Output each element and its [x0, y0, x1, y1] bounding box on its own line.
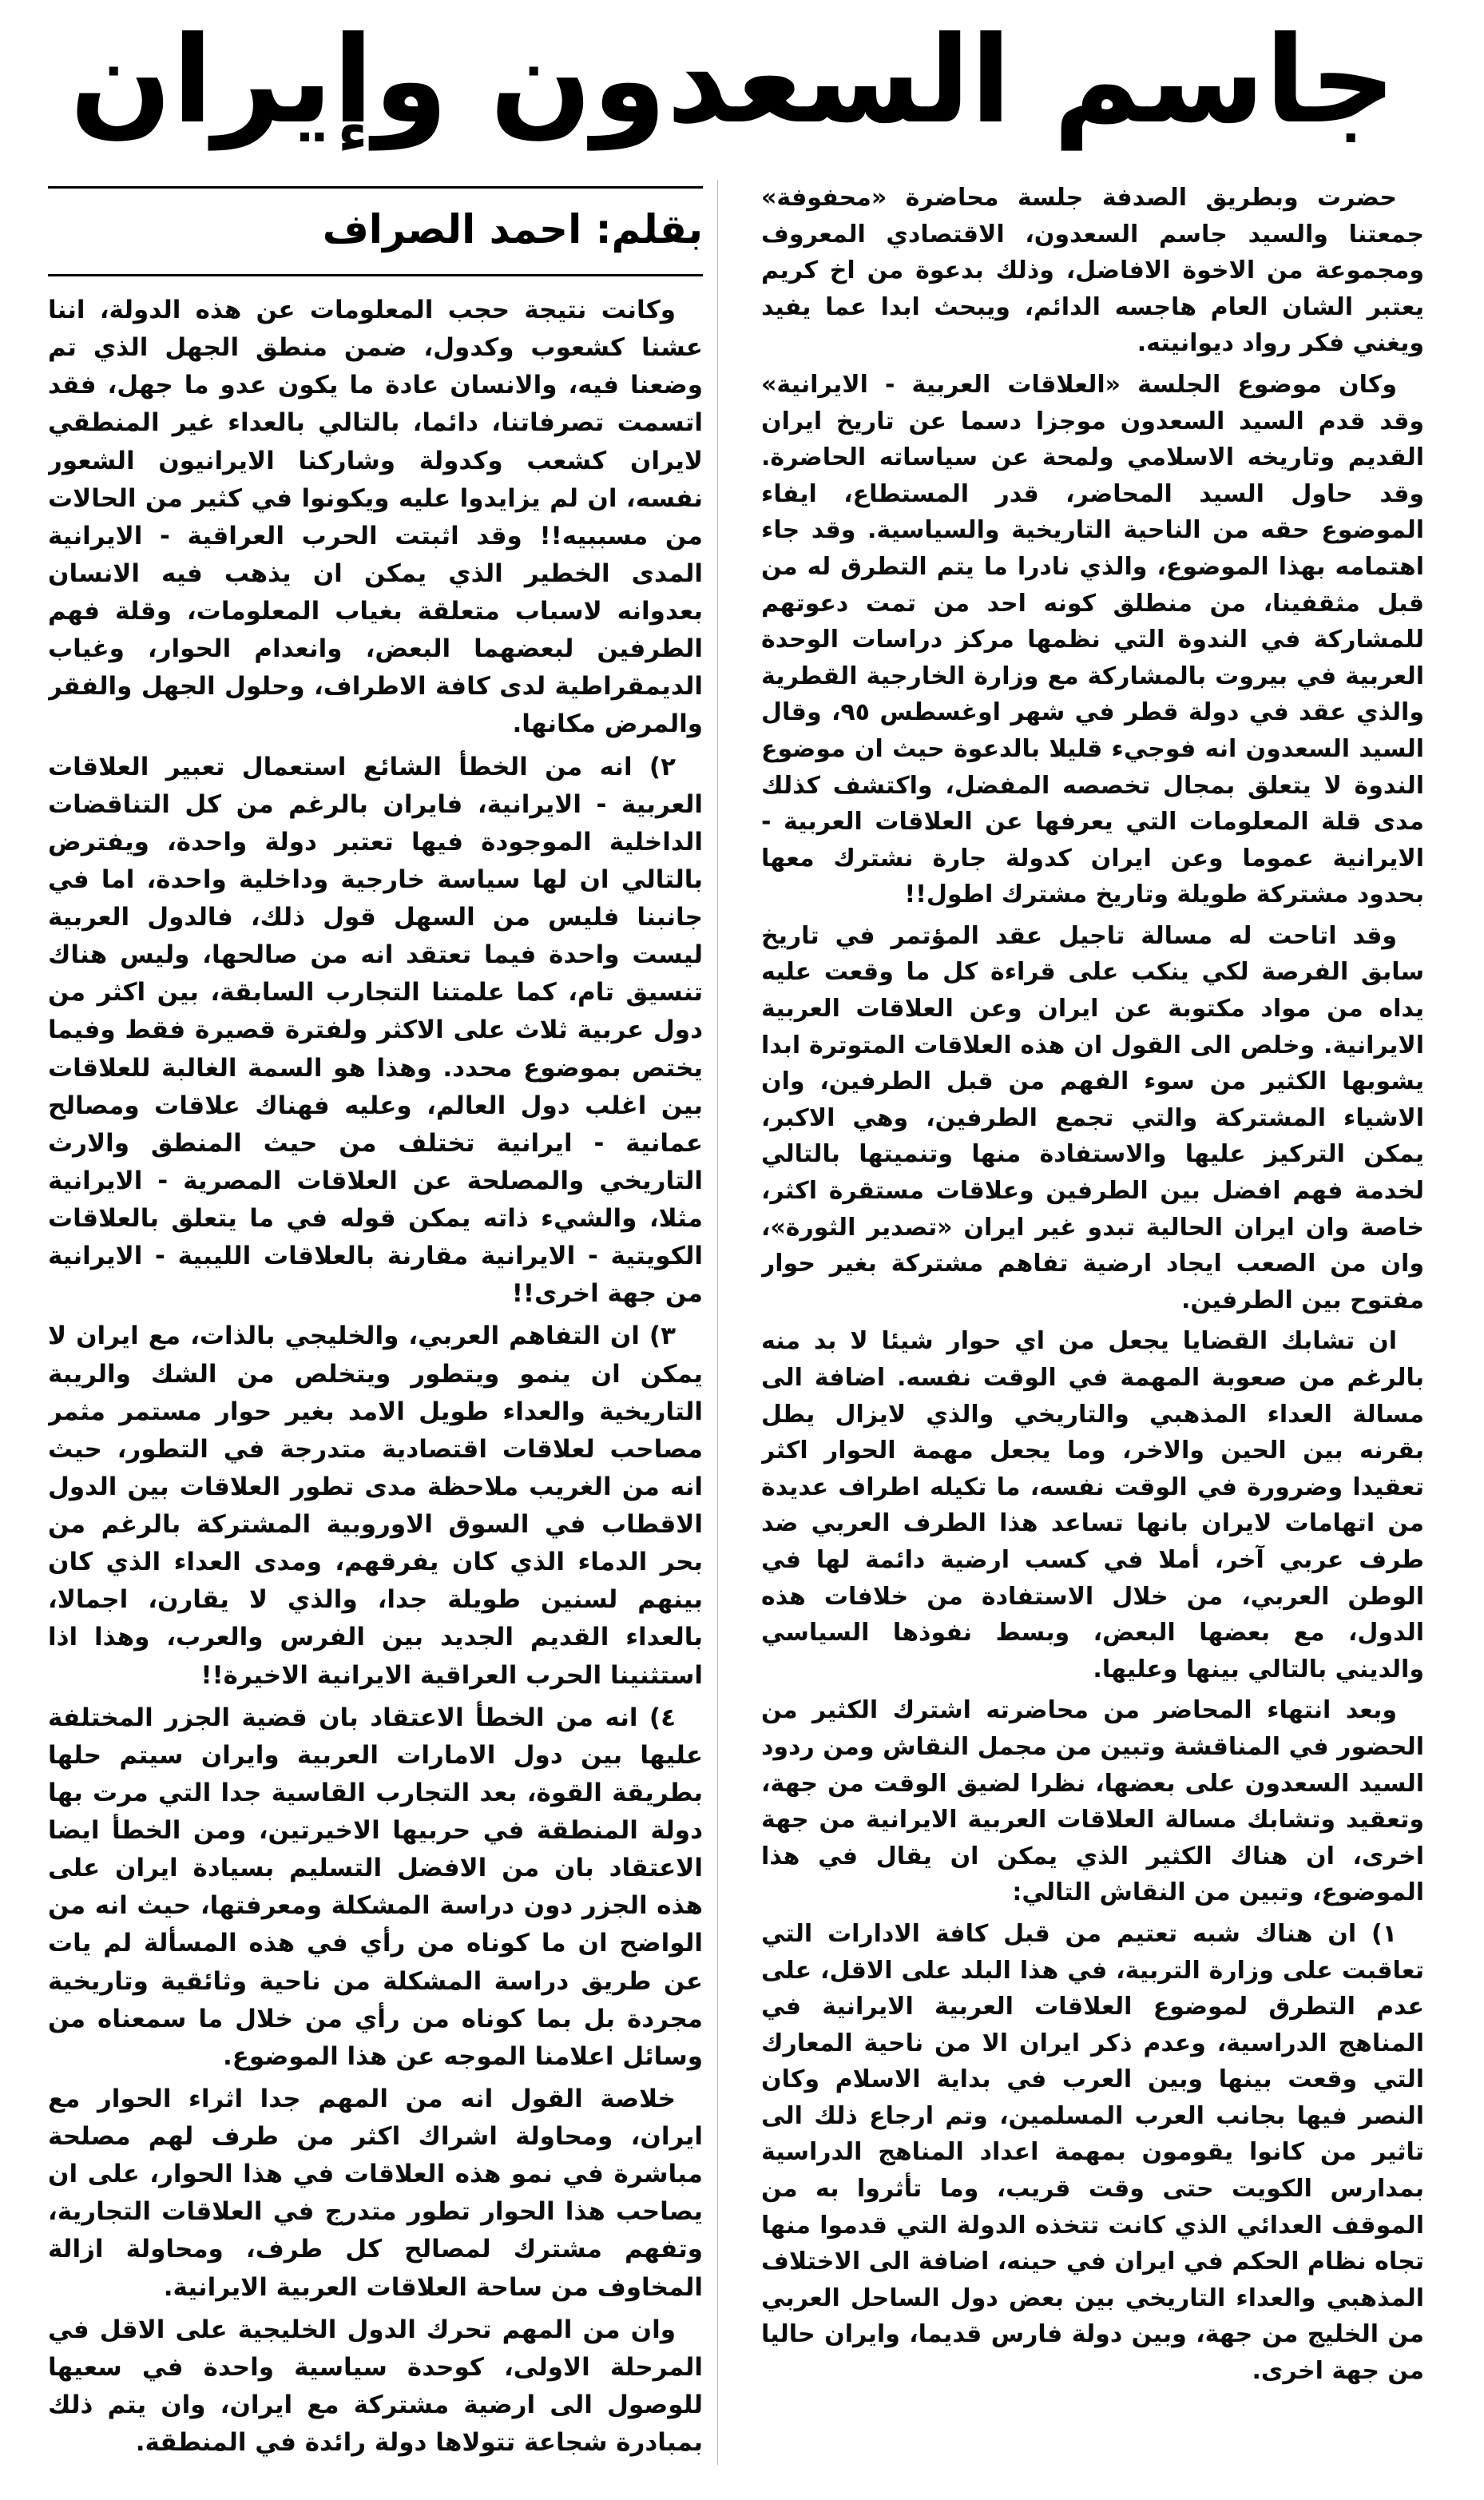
paragraph: وبعد انتهاء المحاضر من محاضرته اشترك الكثير من الحضور في المناقشة وتبين من مجمل النقاش ومن ردود السيد السعدون على بعضها، نظرا لضيق الوقت من جهة، وتعقيد وتشابك مسالة العلاقات العربية الايرانية من جهة اخرى، ان هناك الكثير الذي يمكن ان يقال في هذا الموضوع، وتبين من النقاش التالي: — [761, 1696, 1424, 1907]
paragraph: ان تشابك القضايا يجعل من اي حوار شيئا لا بد منه بالرغم من صعوبة المهمة في الوقت نفسه. اضافة الى مسالة العداء المذهبي والتاريخي والذي لايزال يطل بقرنه بين الحين والاخر، وما يجعل مهمة الحوار اكثر تعقيدا وضرورة في الوقت نفسه، ما تكيله اطراف عديدة من اتهامات لايران بانها تساعد هذا الطرف العربي ضد طرف عربي آخر، أملا في كسب ارضية دائمة لها في الوطن العربي، من خلال الاستفادة من خلافات هذه الدول، مع بعضها البعض، وبسط نفوذها السياسي والديني بالتالي بينها وعليها. — [761, 1327, 1424, 1683]
byline-block — [48, 180, 703, 276]
paragraph: وكان موضوع الجلسة «العلاقات العربية - الايرانية» وقد قدم السيد السعدون موجزا دسما عن تاريخ ايران القديم وتاريخه الاسلامي ولمحة عن سياساته الحاضرة. وقد حاول السيد المحاضر، قدر المستطاع، ايفاء الموضوع حقه من الناحية التاريخية والسياسية. وقد جاء اهتمامه بهذا الموضوع، والذي نادرا ما يتم التطرق له من قبل مثقفينا، من منطلق كونه احد من تمت دعوتهم للمشاركة في الندوة التي نظمها مركز دراسات الوحدة العربية في بيروت بالمشاركة مع وزارة الخارجية القطرية والذي عقد في دولة قطر في شهر اوغسطس ٩٥، وقال السيد السعدون انه فوجيء قليلا بالدعوة حيث ان موضوع الندوة لا يتعلق بمجال تخصصه المفضل، واكتشف كذلك مدى قلة المعلومات التي يعرفها عن العلاقات العربية - الايرانية عموما وعن ايران كدولة جارة نشترك معها بحدود مشتركة طويلة وتاريخ مشترك اطول!! — [761, 370, 1424, 909]
left-column — [48, 180, 703, 2465]
author-byline: بقلم: احمد الصراف — [322, 206, 703, 252]
paragraph: حضرت وبطريق الصدفة جلسة محاضرة «محفوفة» جمعتنا والسيد جاسم السعدون، الاقتصادي المعروف ومجموعة من الاخوة الافاضل، وذلك بدعوة من اخ كريم يعتبر الشان العام هاجسه الدائم، ويبحث ابدا عما يفيد ويغني فكر رواد ديوانيته. — [761, 184, 1424, 358]
left-column-body — [48, 292, 703, 2465]
column-divider — [717, 180, 718, 2465]
paragraph: وكانت نتيجة حجب المعلومات عن هذه الدولة، اننا عشنا كشعوب وكدول، ضمن منطق الجهل الذي تم وضعنا فيه، والانسان عادة ما يكون عدو ما جهل، فقد اتسمت تصرفاتنا، دائما، بالتالي بالعداء غير المنطقي لايران كشعب وكدولة وشاركنا الايرانيون الشعور نفسه، ان لم يزايدوا عليه ويكونوا في كثير من الحالات من مسببيه!! وقد اثبتت الحرب العراقية - الايرانية المدى الخطير الذي يمكن ان يذهب فيه الانسان بعدوانه لاسباب متعلقة بغياب المعلومات، وقلة فهم الطرفين لبعضهما البعض، وانعدام الحوار، وغياب الديمقراطية لدى كافة الاطراف، وحلول الجهل والفقر والمرض مكانها. — [48, 296, 703, 739]
paragraph: خلاصة القول انه من المهم جدا اثراء الحوار مع ايران، ومحاولة اشراك اكثر من طرف لهم مصلحة مباشرة في نمو هذه العلاقات في هذا الحوار، على ان يصاحب هذا الحوار تطور متدرج في العلاقات التجارية، وتفهم مشترك لمصالح كل طرف، ومحاولة ازالة المخاوف من ساحة العلاقات العربية الايرانية. — [48, 2084, 703, 2302]
paragraph: ١) ان هناك شبه تعتيم من قبل كافة الادارات التي تعاقبت على وزارة التربية، في هذا البلد على الاقل، على عدم التطرق لموضوع العلاقات العربية الايرانية في المناهج الدراسية، وعدم ذكر ايران الا من ناحية المعارك التي وقعت بينها وبين العرب في بداية الاسلام وكان النصر فيها بجانب العرب المسلمين، وتم ارجاع ذلك الى تاثير من كانوا يقومون بمهمة اعداد المناهج الدراسية بمدارس الكويت حتى وقت قريب، وما تأثروا به من الموقف العدائي الذي كانت تتخذه الدولة التي قدموا منها تجاه نظام الحكم في ايران في حينه، اضافة الى الاختلاف المذهبي والعداء التاريخي بين بعض دول الساحل العربي من الخليج من جهة، وبين دولة فارس قديما، وايران حاليا من جهة اخرى. — [761, 1919, 1424, 2386]
byline-rule-top — [48, 186, 703, 189]
article-headline: جاسم السعدون وإيران — [69, 11, 1396, 150]
byline-rule-bottom — [48, 274, 703, 276]
paragraph: وقد اتاحت له مسالة تاجيل عقد المؤتمر في تاريخ سابق الفرصة لكي ينكب على قراءة كل ما وقعت عليه يداه من مواد مكتوبة عن ايران وعن العلاقات العربية الايرانية. وخلص الى القول ان هذه العلاقات المتوترة ابدا يشوبها الكثير من سوء الفهم من قبل الطرفين، وان الاشياء المشتركة والتي تجمع الطرفين، وهي الاكبر، يمكن التركيز عليها والاستفادة منها وتنميتها بالتالي لخدمة فهم افضل بين الطرفين وعلاقات مستقرة اكثر، خاصة وان ايران الحالية تبدو غير ايران «تصدير الثورة»، وان من الصعب ايجاد ارضية تفاهم مشتركة بغير حوار مفتوح بين الطرفين. — [761, 921, 1424, 1314]
paragraph: ٣) ان التفاهم العربي، والخليجي بالذات، مع ايران لا يمكن ان ينمو ويتطور ويتخلص من الشك والريبة التاريخية والعداء طويل الامد بغير حوار مستمر مثمر مصاحب لعلاقات اقتصادية متدرجة في التطور، حيث انه من الغريب ملاحظة مدى تطور العلاقات بين الدول الاقطاب في السوق الاوروبية المشتركة بالرغم من بحر الدماء الذي كان يفرقهم، ومدى العداء الذي كان بينهم لسنين طويلة جدا، والذي لا يقارن، اجمالا، بالعداء القديم الجديد بين الفرس والعرب، وهذا اذا استثنينا الحرب العراقية الايرانية الاخيرة!! — [48, 1322, 703, 1690]
paragraph: ٤) انه من الخطأ الاعتقاد بان قضية الجزر المختلفة عليها بين دول الامارات العربية وايران سيتم حلها بطريقة القوة، بعد التجارب القاسية جدا التي مرت بها دولة المنطقة في حربيها الاخيرتين، ومن الخطأ ايضا الاعتقاد بان من الافضل التسليم بسيادة ايران على هذه الجزر دون دراسة المشكلة ومعرفتها، حيث انه من الواضح ان ما كوناه من رأي في هذه المسألة لم يات عن طريق دراسة المشكلة من ناحية وثائقية وتاريخية مجردة بل بما كوناه من رأي من خلال ما سمعناه من وسائل اعلامنا الموجه عن هذا الموضوع. — [48, 1703, 703, 2071]
paragraph: ٢) انه من الخطأ الشائع استعمال تعبير العلاقات العربية - الايرانية، فايران بالرغم من كل التناقضات الداخلية الموجودة فيها تعتبر دولة واحدة، ويفترض بالتالي ان لها سياسة خارجية وداخلية واحدة، اما في جانبنا فليس من السهل قول ذلك، فالدول العربية ليست واحدة فيما تعتقد انه من صالحها، وليس هناك تنسيق تام، كما علمتنا التجارب السابقة، بين اكثر من دول عربية ثلاث على الاكثر ولفترة قصيرة فقط وفيما يختص بموضوع محدد. وهذا هو السمة الغالبة للعلاقات بين اغلب دول العالم، وعليه فهناك علاقات ومصالح عمانية - ايرانية تختلف من حيث المنطق والارث التاريخي والمصلحة عن العلاقات المصرية - الايرانية مثلا، والشيء ذاته يمكن قوله في ما يتعلق بالعلاقات الكويتية - الايرانية مقارنة بالعلاقات الليبية - الايرانية من جهة اخرى!! — [48, 752, 703, 1309]
right-column — [761, 180, 1424, 2465]
paragraph: وان من المهم تحرك الدول الخليجية على الاقل في المرحلة الاولى، كوحدة سياسية واحدة في سعيها للوصول الى ارضية مشتركة مع ايران، وان يتم ذلك بمبادرة شجاعة تتولاها دولة رائدة في المنطقة. — [48, 2315, 703, 2457]
